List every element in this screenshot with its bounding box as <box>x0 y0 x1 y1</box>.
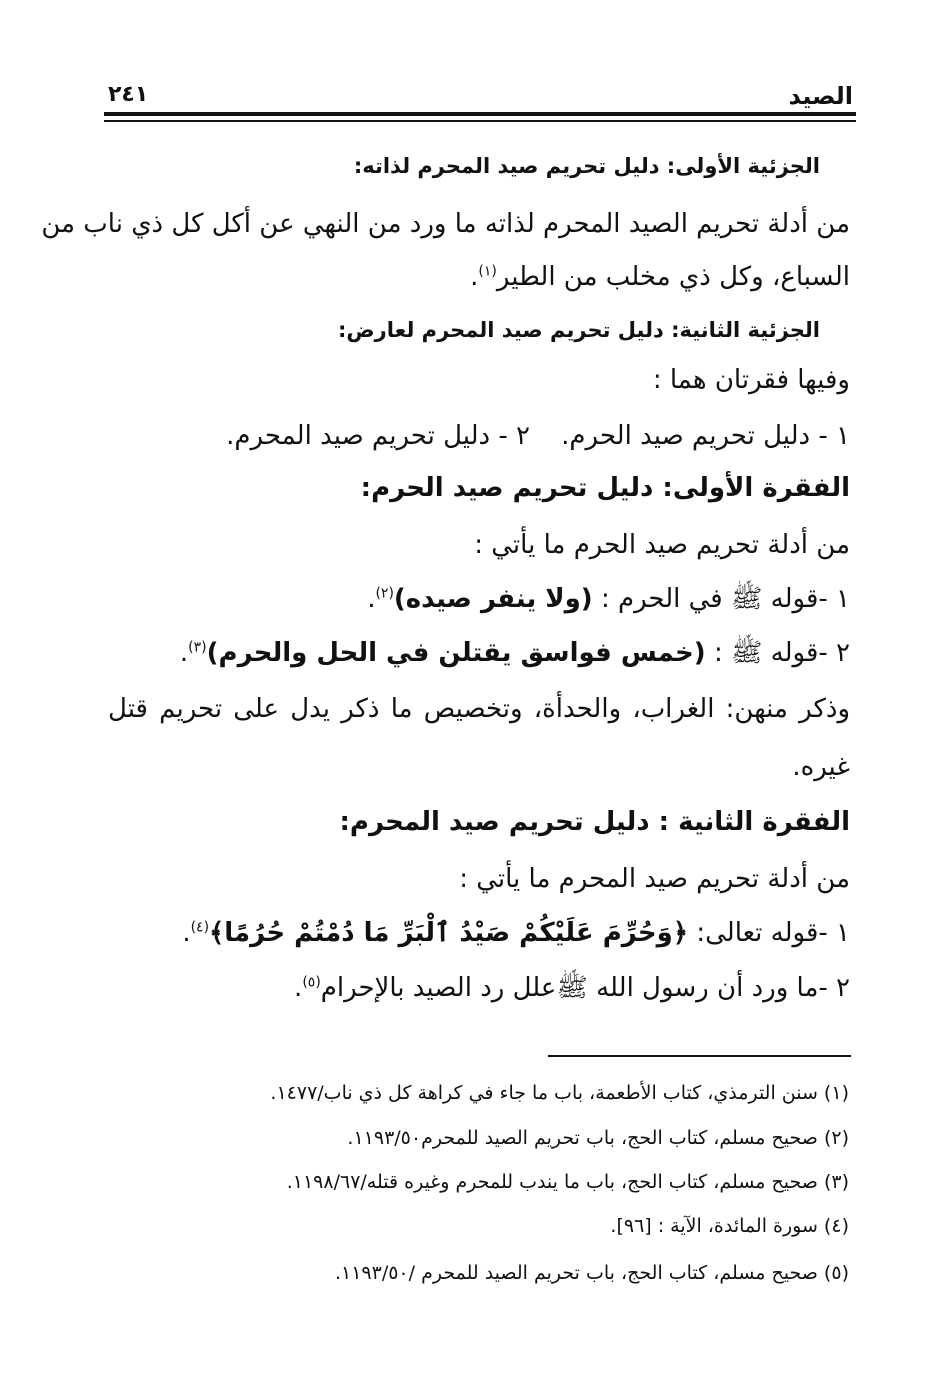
sub2-heading: الجزئية الثانية: دليل تحريم صيد المحرم لعارض: <box>338 318 820 342</box>
footnote-5: (٥) صحيح مسلم، كتاب الحج، باب تحريم الصيد للمحرم /١١٩٣/٥٠. <box>334 1262 849 1284</box>
para2-intro: من أدلة تحريم صيد المحرم ما يأتي : <box>459 864 850 894</box>
para1-item-2 <box>180 633 850 673</box>
para2-item2-end: . <box>294 973 303 1003</box>
footnote-ref-1: (١) <box>478 263 497 280</box>
sub1-line2-end: . <box>470 262 479 292</box>
sub1-paragraph-line2 <box>470 257 850 297</box>
para1-item2-text: ٢ -قوله ﷺ : <box>705 638 850 668</box>
sub2-item-2: ٢ - دليل تحريم صيد المحرم. <box>226 421 530 451</box>
para2-item2-text: ٢ -ما ورد أن رسول الله ﷺعلل رد الصيد بالإحرام <box>320 973 850 1003</box>
para1-note-line1: وذكر منهن: الغراب، والحدأة، وتخصيص ما ذكر يدل على تحريم قتل <box>108 694 850 724</box>
sub1-paragraph-line1: من أدلة تحريم الصيد المحرم لذاته ما ورد من النهي عن أكل كل ذي ناب من <box>41 209 850 239</box>
para2-item1-end: . <box>182 918 191 948</box>
para1-item1-text: ١ -قوله ﷺ في الحرم : <box>592 584 850 614</box>
page-number: ٢٤١ <box>108 82 149 107</box>
hadith-quote-2: (خمس فواسق يقتلن في الحل والحرم) <box>206 638 706 668</box>
hadith-quote-1: (ولا ينفر صيده) <box>393 584 593 614</box>
para1-note-line2: غيره. <box>792 752 850 782</box>
sub2-items-row <box>108 416 850 456</box>
para2-item-2 <box>294 968 850 1008</box>
para2-heading: الفقرة الثانية : دليل تحريم صيد المحرم: <box>339 807 850 837</box>
footnote-separator <box>548 1055 851 1057</box>
footnote-ref-4: (٤) <box>190 919 210 936</box>
footnote-ref-2: (٢) <box>375 585 394 602</box>
para1-intro: من أدلة تحريم صيد الحرم ما يأتي : <box>474 530 850 560</box>
sub2-intro: وفيها فقرتان هما : <box>652 365 850 395</box>
chapter-title: الصيد <box>788 82 853 110</box>
running-header <box>108 82 853 108</box>
sub1-heading: الجزئية الأولى: دليل تحريم صيد المحرم لذاته: <box>353 154 820 178</box>
footnote-4: (٤) سورة المائدة، الآية : [٩٦]. <box>610 1215 849 1237</box>
footnote-1: (١) سنن الترمذي، كتاب الأطعمة، باب ما جاء في كراهة كل ذي ناب/١٤٧٧. <box>270 1082 849 1104</box>
para2-item-1 <box>182 913 850 953</box>
header-rule-thick <box>104 112 856 116</box>
footnote-ref-3: (٣) <box>188 639 207 656</box>
para1-item-1 <box>367 579 850 619</box>
quran-quote: ﴿وَحُرِّمَ عَلَيْكُمْ صَيْدُ ٱلْبَرِّ مَا دُمْتُمْ حُرُمًا﴾ <box>209 918 689 948</box>
header-rule-thin <box>104 120 856 122</box>
para1-item2-end: . <box>179 638 189 668</box>
footnote-2: (٢) صحيح مسلم، كتاب الحج، باب تحريم الصيد للمحرم١١٩٣/٥٠. <box>347 1127 849 1149</box>
sub1-line2-text: السباع، وكل ذي مخلب من الطير <box>496 262 850 292</box>
para1-item1-end: . <box>367 584 376 614</box>
footnote-ref-5: (٥) <box>302 974 321 991</box>
footnote-3: (٣) صحيح مسلم، كتاب الحج، باب ما يندب للمحرم وغيره قتله/١١٩٨/٦٧. <box>286 1171 849 1193</box>
sub2-item-1: ١ - دليل تحريم صيد الحرم. <box>561 421 850 451</box>
para1-heading: الفقرة الأولى: دليل تحريم صيد الحرم: <box>360 473 850 503</box>
para2-item1-text: ١ -قوله تعالى: <box>688 918 850 948</box>
